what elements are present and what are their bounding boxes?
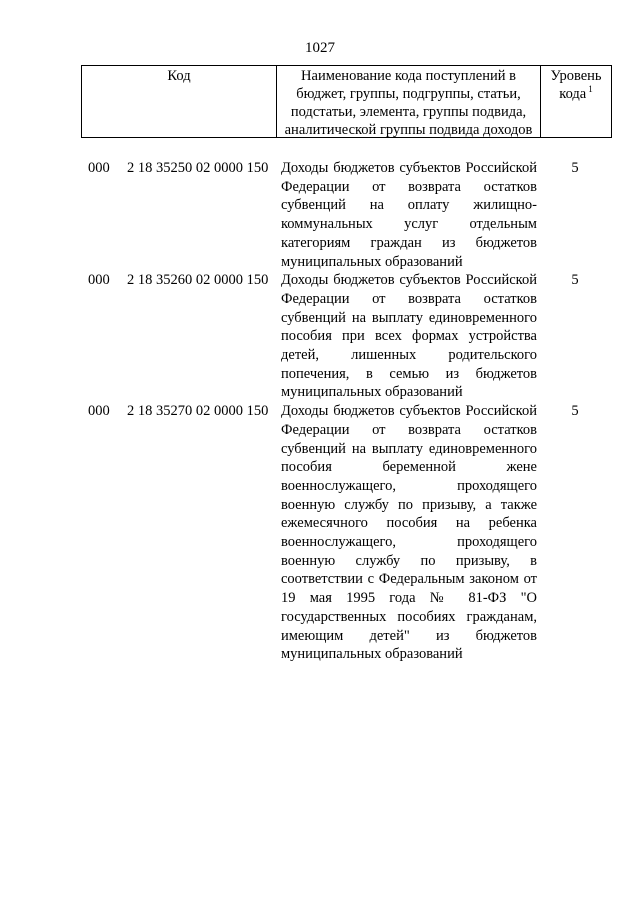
header-name-label: Наименование кода поступлений в бюджет, группы, подгруппы, статьи, подстатьи, элемента, группы подвида, аналитической группы подвида доходов — [284, 68, 533, 138]
page-number: 1027 — [305, 40, 335, 56]
row-revenue-code: 2 18 35270 02 0000 150 — [127, 403, 269, 420]
header-level-footnote: 1 — [588, 84, 593, 94]
header-code-label: Код — [167, 68, 191, 84]
table-header — [81, 65, 612, 138]
row-admin-code: 000 — [88, 160, 110, 176]
row-admin-code: 000 — [88, 272, 110, 289]
row-name: Доходы бюджетов субъектов Российской Федерации от возврата остатков субвенций на оплату жилищно-коммунальных услуг отдельным категориям граждан из бюджетов муниципальных образований — [281, 160, 537, 270]
row-revenue-code: 2 18 35260 02 0000 150 — [127, 272, 269, 289]
table-row — [0, 271, 640, 402]
header-code-column — [82, 66, 277, 137]
row-admin-code: 000 — [88, 403, 110, 420]
table-row — [0, 159, 640, 271]
table-body — [0, 159, 640, 664]
header-level-label: Уровень кода — [550, 68, 602, 102]
row-name: Доходы бюджетов субъектов Российской Федерации от возврата остатков субвенций на выплату единовременного пособия при всех формах устройства детей, лишенных родительского попечения, в семью из бюджетов муниципальных образований — [281, 272, 537, 401]
row-name: Доходы бюджетов субъектов Российской Федерации от возврата остатков субвенций на выплату единовременного пособия беременной жене военнослужащего, проходящего военную службу по призыву, а также ежемесячного пособия на ребенка военнослужащего, проходящего военную службу по призыву, в соответствии с Федеральным законом от 19 мая 1995 года № 81-ФЗ "О государственных пособиях гражданам, имеющим детей" из бюджетов муниципальных образований — [281, 403, 537, 663]
row-level: 5 — [571, 160, 579, 176]
row-revenue-code: 2 18 35250 02 0000 150 — [127, 160, 269, 176]
header-level-column — [541, 66, 611, 137]
row-level: 5 — [571, 272, 579, 289]
table-row — [0, 402, 640, 664]
header-name-column — [277, 66, 541, 137]
row-level: 5 — [571, 403, 579, 420]
